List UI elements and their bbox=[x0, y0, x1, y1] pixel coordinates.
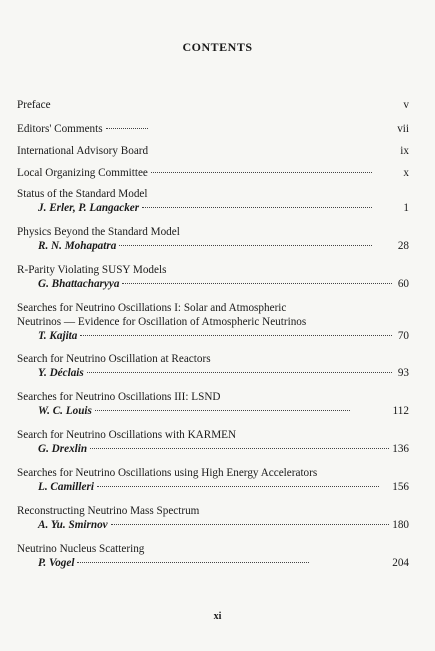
entry-title: Physics Beyond the Standard Model bbox=[17, 226, 180, 238]
entry-authors: Y. Déclais bbox=[38, 367, 84, 379]
toc-entry bbox=[17, 390, 409, 418]
entry-page: 28 bbox=[397, 240, 409, 252]
entry-authors: T. Kajita bbox=[38, 330, 78, 342]
toc-entry bbox=[17, 98, 409, 112]
entry-authors: R. N. Mohapatra bbox=[38, 240, 117, 252]
entry-title: Neutrino Nucleus Scattering bbox=[17, 543, 145, 555]
entry-page: x bbox=[403, 167, 409, 179]
entry-page: 180 bbox=[392, 519, 409, 531]
toc-entry bbox=[17, 144, 409, 158]
leader-dots bbox=[90, 448, 389, 449]
entry-authors: L. Camilleri bbox=[38, 481, 94, 493]
entry-title: Editors' Comments bbox=[17, 123, 103, 135]
entry-title: Reconstructing Neutrino Mass Spectrum bbox=[17, 505, 200, 517]
entry-page: 112 bbox=[392, 405, 409, 417]
toc-entry bbox=[17, 263, 409, 291]
toc-entry bbox=[17, 352, 409, 380]
entry-title-line-1: Searches for Neutrino Oscillations I: Solar and Atmospheric bbox=[17, 302, 287, 314]
leader-dots bbox=[77, 562, 309, 563]
entry-page: 60 bbox=[397, 278, 409, 290]
entry-title: Search for Neutrino Oscillation at Reactors bbox=[17, 353, 211, 365]
entry-title: International Advisory Board bbox=[17, 145, 149, 157]
leader-dots bbox=[111, 524, 390, 525]
page-title: CONTENTS bbox=[182, 40, 253, 54]
leader-dots bbox=[142, 207, 372, 208]
entry-authors: W. C. Louis bbox=[38, 405, 92, 417]
leader-dots bbox=[119, 245, 372, 246]
toc-entry bbox=[17, 466, 409, 494]
entry-page: vii bbox=[397, 123, 409, 135]
entry-page: 136 bbox=[392, 443, 409, 455]
entry-title: Local Organizing Committee bbox=[17, 167, 148, 179]
toc-entry bbox=[17, 542, 409, 570]
entry-authors: A. Yu. Smirnov bbox=[38, 519, 108, 531]
entry-page: v bbox=[403, 99, 409, 111]
toc-entry bbox=[17, 428, 409, 456]
entry-title: Preface bbox=[17, 99, 51, 111]
toc-entry bbox=[17, 504, 409, 532]
entry-page: 204 bbox=[392, 557, 409, 569]
toc-entry bbox=[17, 301, 409, 343]
toc-entry bbox=[17, 122, 409, 136]
leader-dots bbox=[122, 283, 392, 284]
page-number: xi bbox=[213, 611, 222, 622]
entry-page: 1 bbox=[403, 202, 409, 214]
entry-authors: P. Vogel bbox=[38, 557, 75, 569]
leader-dots bbox=[95, 410, 350, 411]
entry-title: Status of the Standard Model bbox=[17, 188, 148, 200]
leader-dots bbox=[97, 486, 379, 487]
entry-title: Searches for Neutrino Oscillations III: LSND bbox=[17, 391, 221, 403]
entry-title-line-2: Neutrinos — Evidence for Oscillation of Atmospheric Neutrinos bbox=[17, 316, 307, 328]
entry-page: ix bbox=[400, 145, 409, 157]
leader-dots bbox=[80, 335, 392, 336]
leader-dots bbox=[151, 172, 372, 173]
entry-page: 93 bbox=[397, 367, 409, 379]
entry-authors: G. Drexlin bbox=[38, 443, 88, 455]
entry-page: 156 bbox=[392, 481, 409, 493]
toc-entry bbox=[17, 225, 409, 253]
entry-title: Searches for Neutrino Oscillations using High Energy Accelerators bbox=[17, 467, 318, 479]
entry-authors: J. Erler, P. Langacker bbox=[38, 202, 140, 214]
leader-dots bbox=[106, 128, 148, 129]
leader-dots bbox=[87, 372, 392, 373]
toc-entry bbox=[17, 166, 409, 180]
entry-page: 70 bbox=[397, 330, 409, 342]
toc-entry bbox=[17, 187, 409, 215]
entry-title: R-Parity Violating SUSY Models bbox=[17, 264, 167, 276]
entry-title: Search for Neutrino Oscillations with KARMEN bbox=[17, 429, 237, 441]
entry-authors: G. Bhattacharyya bbox=[38, 278, 120, 290]
